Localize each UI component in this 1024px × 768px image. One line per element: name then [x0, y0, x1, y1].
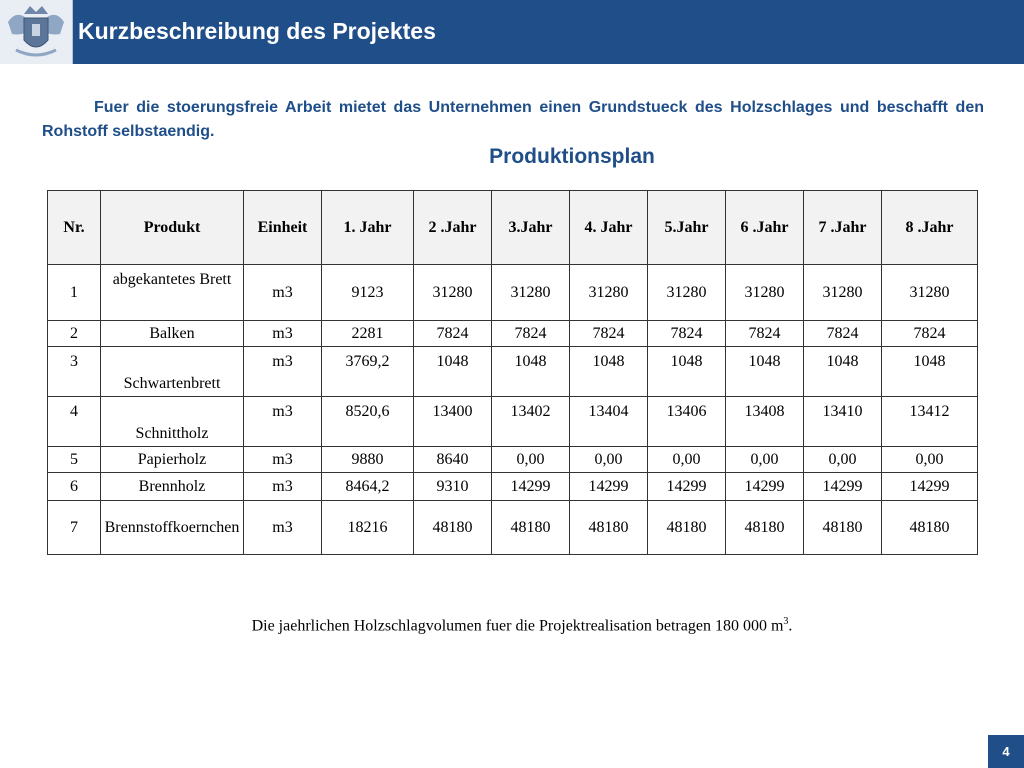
cell-value: 1048: [492, 347, 570, 397]
cell-value: 48180: [492, 501, 570, 555]
cell-value: 0,00: [804, 447, 882, 473]
cell-produkt: Balken: [101, 321, 244, 347]
cell-nr: 4: [48, 397, 101, 447]
cell-value: 48180: [726, 501, 804, 555]
cell-value: 13410: [804, 397, 882, 447]
table-row: [48, 447, 978, 473]
cell-value: 9310: [414, 473, 492, 501]
cell-value: 7824: [648, 321, 726, 347]
col-header-jahr-5: 5.Jahr: [648, 191, 726, 265]
section-title: Produktionsplan: [489, 145, 655, 168]
cell-value: 48180: [804, 501, 882, 555]
cell-value: 14299: [882, 473, 978, 501]
table-row: [48, 265, 978, 321]
cell-nr: 5: [48, 447, 101, 473]
cell-produkt: Schwartenbrett: [101, 347, 244, 397]
cell-value: 7824: [492, 321, 570, 347]
cell-einheit: m3: [244, 321, 322, 347]
cell-produkt: abgekantetes Brett: [101, 265, 244, 321]
cell-value: 7824: [882, 321, 978, 347]
cell-value: 7824: [570, 321, 648, 347]
page-number: 4: [988, 735, 1024, 768]
cell-value: 13406: [648, 397, 726, 447]
cell-value: 0,00: [570, 447, 648, 473]
cell-value: 31280: [882, 265, 978, 321]
cell-value: 0,00: [648, 447, 726, 473]
cell-produkt: Schnittholz: [101, 397, 244, 447]
cell-value: 14299: [570, 473, 648, 501]
cell-nr: 3: [48, 347, 101, 397]
cell-einheit: m3: [244, 347, 322, 397]
cell-value: 31280: [414, 265, 492, 321]
cell-value: 8640: [414, 447, 492, 473]
cell-produkt: Brennholz: [101, 473, 244, 501]
col-header-jahr-1: 1. Jahr: [322, 191, 414, 265]
footnote-text: Die jaehrlichen Holzschlagvolumen fuer die Projektrealisation betragen 180 000 m: [251, 617, 784, 635]
cell-value: 3769,2: [322, 347, 414, 397]
cell-value: 13402: [492, 397, 570, 447]
cell-einheit: m3: [244, 501, 322, 555]
cell-produkt: Brennstoffkoernchen: [101, 501, 244, 555]
table-row: [48, 473, 978, 501]
cell-value: 48180: [648, 501, 726, 555]
header-bar: [0, 0, 1024, 64]
footnote-superscript: 3: [783, 616, 789, 627]
footnote: [0, 616, 1024, 635]
cell-einheit: m3: [244, 447, 322, 473]
cell-value: 14299: [648, 473, 726, 501]
cell-value: 7824: [726, 321, 804, 347]
cell-einheit: m3: [244, 473, 322, 501]
cell-nr: 2: [48, 321, 101, 347]
cell-value: 1048: [726, 347, 804, 397]
col-header-produkt: Produkt: [101, 191, 244, 265]
col-header-jahr-2: 2 .Jahr: [414, 191, 492, 265]
cell-value: 48180: [570, 501, 648, 555]
cell-value: 1048: [414, 347, 492, 397]
cell-produkt: Papierholz: [101, 447, 244, 473]
col-header-einheit: Einheit: [244, 191, 322, 265]
cell-value: 2281: [322, 321, 414, 347]
table-row: [48, 501, 978, 555]
cell-value: 14299: [726, 473, 804, 501]
col-header-jahr-4: 4. Jahr: [570, 191, 648, 265]
cell-value: 13400: [414, 397, 492, 447]
cell-value: 0,00: [492, 447, 570, 473]
cell-value: 1048: [882, 347, 978, 397]
cell-value: 9123: [322, 265, 414, 321]
intro-paragraph: Fuer die stoerungsfreie Arbeit mietet das Unternehmen einen Grundstueck des Holzschlages und beschafft den Rohstoff selbstaendig.: [42, 99, 984, 140]
cell-value: 9880: [322, 447, 414, 473]
col-header-nr: Nr.: [48, 191, 101, 265]
cell-value: 31280: [492, 265, 570, 321]
cell-value: 31280: [726, 265, 804, 321]
cell-value: 13412: [882, 397, 978, 447]
cell-value: 48180: [882, 501, 978, 555]
cell-nr: 1: [48, 265, 101, 321]
cell-value: 14299: [492, 473, 570, 501]
col-header-jahr-8: 8 .Jahr: [882, 191, 978, 265]
coat-of-arms-icon: [0, 0, 73, 64]
cell-value: 13408: [726, 397, 804, 447]
col-header-jahr-7: 7 .Jahr: [804, 191, 882, 265]
cell-einheit: m3: [244, 265, 322, 321]
table-row: [48, 347, 978, 397]
cell-value: 7824: [804, 321, 882, 347]
cell-nr: 6: [48, 473, 101, 501]
cell-value: 1048: [570, 347, 648, 397]
cell-nr: 7: [48, 501, 101, 555]
page-title: Kurzbeschreibung des Projektes: [78, 18, 436, 44]
cell-value: 8464,2: [322, 473, 414, 501]
cell-value: 1048: [648, 347, 726, 397]
footnote-end: .: [788, 617, 793, 635]
cell-value: 31280: [648, 265, 726, 321]
cell-value: 0,00: [726, 447, 804, 473]
cell-value: 1048: [804, 347, 882, 397]
col-header-jahr-6: 6 .Jahr: [726, 191, 804, 265]
production-plan-table: [47, 190, 978, 555]
table-row: [48, 397, 978, 447]
cell-einheit: m3: [244, 397, 322, 447]
cell-value: 8520,6: [322, 397, 414, 447]
table-header-row: [48, 191, 978, 265]
cell-value: 7824: [414, 321, 492, 347]
cell-value: 18216: [322, 501, 414, 555]
table-row: [48, 321, 978, 347]
col-header-jahr-3: 3.Jahr: [492, 191, 570, 265]
cell-value: 48180: [414, 501, 492, 555]
cell-value: 14299: [804, 473, 882, 501]
cell-value: 13404: [570, 397, 648, 447]
cell-value: 31280: [570, 265, 648, 321]
cell-value: 31280: [804, 265, 882, 321]
cell-value: 0,00: [882, 447, 978, 473]
